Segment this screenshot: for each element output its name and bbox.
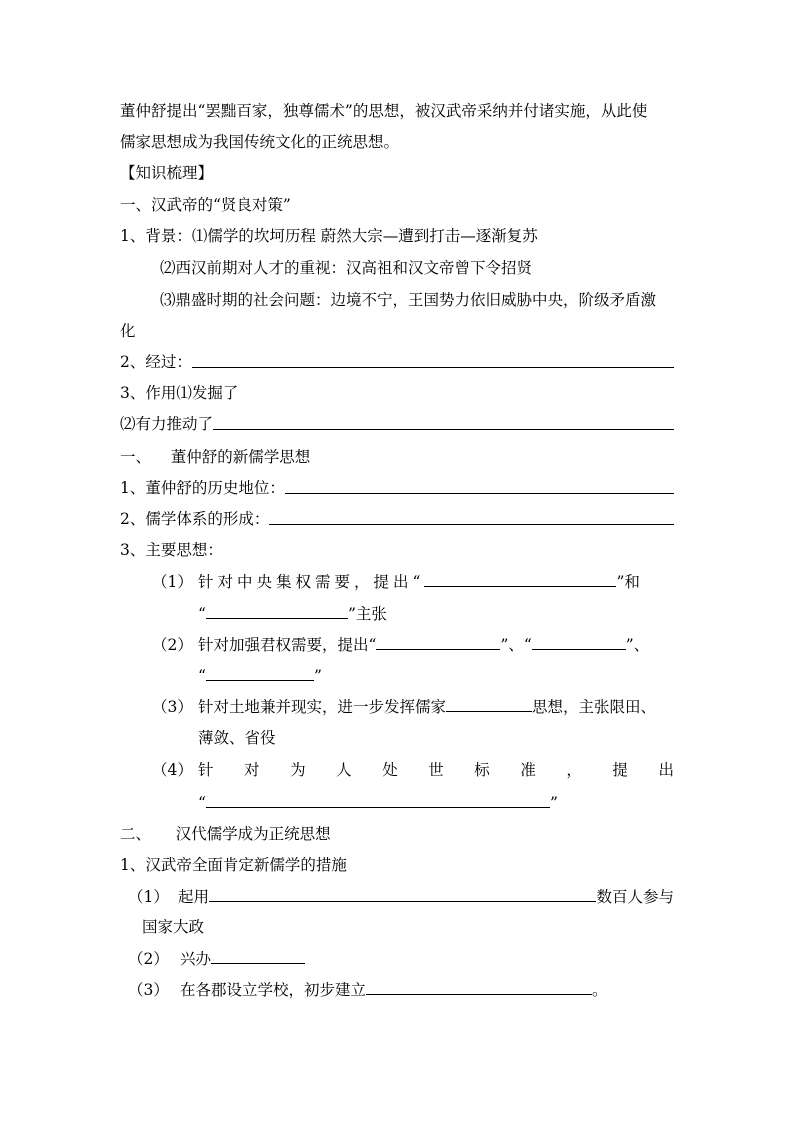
idea-4-word: 对 (244, 761, 260, 779)
idea-4-word: 世 (428, 761, 444, 779)
idea-2-end: ”、 (625, 636, 650, 654)
idea-1-close: ”主张 (347, 605, 387, 623)
idea-1-row-2 (198, 602, 387, 625)
measure-2-number: （2） (128, 950, 169, 968)
measure-3-text: 在各郡设立学校，初步建立 (180, 981, 367, 999)
measure-1-row (128, 885, 674, 908)
status-blank[interactable] (285, 477, 674, 494)
part1-heading: 一、汉武帝的“贤良对策” (120, 196, 291, 214)
idea-4-row (152, 759, 674, 781)
measure-3-row (128, 978, 608, 1001)
effect-row-2 (120, 413, 674, 435)
idea-4-row-2 (198, 791, 558, 814)
idea-1-row (152, 570, 674, 593)
idea-4-word: 为 (290, 761, 306, 779)
system-row (120, 508, 674, 530)
background-item-3-cont: 化 (120, 322, 136, 340)
background-item-2: ⑵西汉前期对人才的重视：汉高祖和汉文帝曾下令招贤 (160, 259, 533, 277)
measure-1-text: 起用 (178, 888, 210, 906)
part3-heading: 二、 汉代儒学成为正统思想 (120, 825, 331, 843)
effect-label-2: ⑵有力推动了 (120, 415, 214, 433)
measure-2-row (128, 947, 305, 970)
measure-1-number: （1） (128, 888, 169, 906)
idea-4-word: 针 (198, 761, 214, 779)
measure-1-blank[interactable] (209, 885, 596, 902)
idea-4-word: 处 (382, 761, 398, 779)
measure-3-number: （3） (128, 981, 169, 999)
idea-2-blank-a[interactable] (376, 633, 500, 650)
idea-2-number: （2） (152, 636, 193, 654)
idea-4-word: 提 (612, 761, 628, 779)
measure-2-text: 兴办 (180, 950, 212, 968)
idea-4-number: （4） (152, 761, 193, 779)
idea-4-text (198, 759, 674, 781)
idea-2-blank-c[interactable] (206, 664, 314, 681)
measure-3-blank[interactable] (366, 978, 592, 995)
idea-1-open-quote: “ (198, 605, 206, 623)
measure-3-end: 。 (592, 981, 608, 999)
process-label: 2、经过： (120, 353, 192, 371)
background-item-3: ⑶鼎盛时期的社会问题：边境不宁，王国势力依旧威胁中央，阶级矛盾激 (160, 291, 657, 309)
status-row (120, 477, 674, 499)
section-title: 【知识梳理】 (120, 164, 214, 182)
idea-2-row (152, 633, 674, 656)
idea-2-open-quote: “ (198, 667, 206, 685)
ideas-label: 3、主要思想： (120, 541, 223, 559)
effect-blank-2[interactable] (213, 413, 674, 430)
idea-2-close-quote: ” (313, 667, 322, 685)
status-label: 1、董仲舒的历史地位： (120, 479, 285, 497)
system-blank[interactable] (269, 508, 674, 525)
intro-line-1: 董仲舒提出“罢黜百家，独尊儒术”的思想，被汉武帝采纳并付诸实施，从此使 (120, 102, 648, 120)
process-blank[interactable] (192, 351, 674, 368)
idea-3-text: 针对土地兼并现实，进一步发挥儒家 (198, 698, 447, 716)
measure-2-blank[interactable] (211, 947, 305, 964)
idea-1-text: 针对中央集权需要，提出“ (198, 573, 425, 591)
idea-4-blank[interactable] (206, 791, 550, 808)
idea-4-word: 准 (520, 761, 536, 779)
idea-3-number: （3） (152, 698, 193, 716)
idea-4-open-quote: “ (198, 794, 206, 812)
intro-line-2: 儒家思想成为我国传统文化的正统思想。 (120, 133, 400, 151)
idea-1-blank-b[interactable] (206, 602, 348, 619)
measures-label: 1、汉武帝全面肯定新儒学的措施 (120, 856, 347, 874)
idea-4-word: ， (566, 761, 582, 779)
idea-3-after: 思想，主张限田、 (532, 698, 657, 716)
idea-1-mid: ”和 (616, 573, 640, 591)
idea-2-text: 针对加强君权需要，提出“ (198, 636, 377, 654)
system-label: 2、儒学体系的形成： (120, 510, 270, 528)
idea-3-row-2: 薄敛、省役 (198, 729, 276, 747)
part2-heading: 一、 董仲舒的新儒学思想 (120, 448, 311, 466)
idea-3-row (152, 695, 674, 718)
idea-2-row-2 (198, 664, 322, 687)
idea-1-blank-a[interactable] (424, 570, 616, 587)
idea-4-word: 标 (474, 761, 490, 779)
effect-row-1 (120, 382, 238, 404)
idea-1-number: （1） (152, 573, 193, 591)
measure-1-after: 数百人参与 (596, 888, 674, 906)
process-row (120, 351, 674, 373)
idea-2-blank-b[interactable] (532, 633, 626, 650)
idea-4-word: 出 (658, 761, 674, 779)
idea-2-sep: ”、“ (500, 636, 532, 654)
idea-4-word: 人 (336, 761, 352, 779)
effect-label-1: 3、作用⑴发掘了 (120, 384, 239, 402)
measure-1-row-2: 国家大政 (142, 918, 205, 936)
background-item-1: 1、背景：⑴儒学的坎坷历程 蔚然大宗—遭到打击—逐渐复苏 (120, 227, 538, 245)
idea-3-blank[interactable] (446, 695, 532, 712)
idea-4-close-quote: ” (549, 794, 558, 812)
